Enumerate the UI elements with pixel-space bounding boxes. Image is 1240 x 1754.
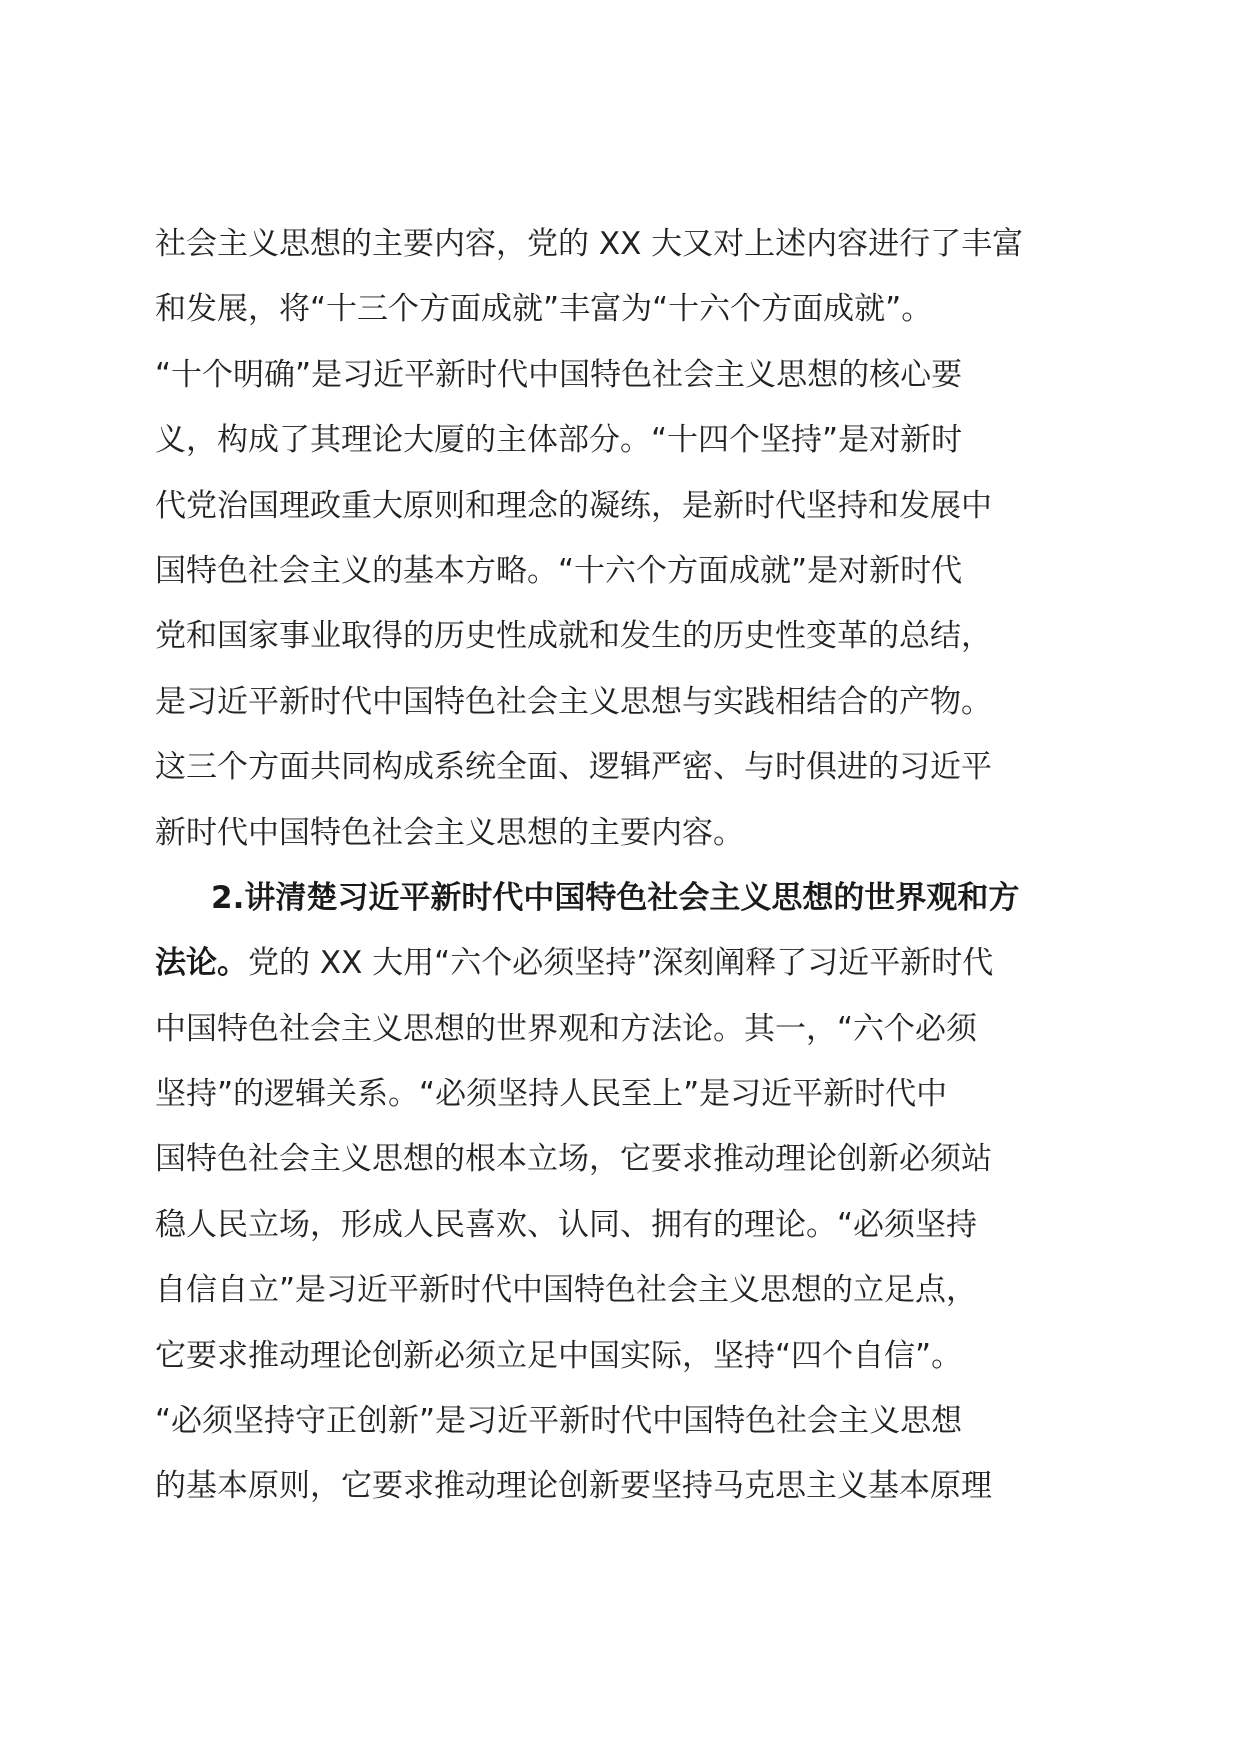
text-line: 中国特色社会主义思想的世界观和方法论。其一，“六个必须 bbox=[155, 1010, 978, 1047]
section-heading: 2.讲清楚习近平新时代中国特色社会主义思想的世界观和方 bbox=[211, 879, 1020, 916]
body-text bbox=[155, 212, 1095, 1520]
text-line: 代党治国理政重大原则和理念的凝练，是新时代坚持和发展中 bbox=[155, 487, 992, 524]
section-heading-tail: 法论。 bbox=[155, 945, 248, 982]
text-line: 它要求推动理论创新必须立足中国实际，坚持“四个自信”。 bbox=[155, 1337, 963, 1374]
text-line bbox=[155, 931, 1095, 996]
text-line: 稳人民立场，形成人民喜欢、认同、拥有的理论。“必须坚持 bbox=[155, 1206, 978, 1243]
text-line: “十个明确”是习近平新时代中国特色社会主义思想的核心要 bbox=[155, 356, 963, 393]
text-line: 社会主义思想的主要内容，党的 XX 大又对上述内容进行了丰富 bbox=[155, 226, 1024, 262]
text-line: 这三个方面共同构成系统全面、逻辑严密、与时俱进的习近平 bbox=[155, 749, 992, 786]
text-line: 国特色社会主义思想的根本立场，它要求推动理论创新必须站 bbox=[155, 1141, 992, 1178]
paragraph-start: 党的 XX 大用“六个必须坚持”深刻阐释了习近平新时代 bbox=[248, 945, 994, 982]
text-line: 义，构成了其理论大厦的主体部分。“十四个坚持”是对新时 bbox=[155, 422, 963, 459]
text-line: 党和国家事业取得的历史性成就和发生的历史性变革的总结， bbox=[155, 618, 992, 655]
text-line: 国特色社会主义的基本方略。“十六个方面成就”是对新时代 bbox=[155, 552, 963, 589]
text-line: 是习近平新时代中国特色社会主义思想与实践相结合的产物。 bbox=[155, 683, 992, 720]
text-line: 自信自立”是习近平新时代中国特色社会主义思想的立足点， bbox=[155, 1272, 978, 1309]
text-line: 和发展，将“十三个方面成就”丰富为“十六个方面成就”。 bbox=[155, 291, 933, 328]
text-line: 的基本原则，它要求推动理论创新要坚持马克思主义基本原理 bbox=[155, 1468, 992, 1505]
text-line: 新时代中国特色社会主义思想的主要内容。 bbox=[155, 814, 744, 851]
text-line: “必须坚持守正创新”是习近平新时代中国特色社会主义思想 bbox=[155, 1403, 963, 1440]
text-line: 坚持”的逻辑关系。“必须坚持人民至上”是习近平新时代中 bbox=[155, 1076, 948, 1113]
